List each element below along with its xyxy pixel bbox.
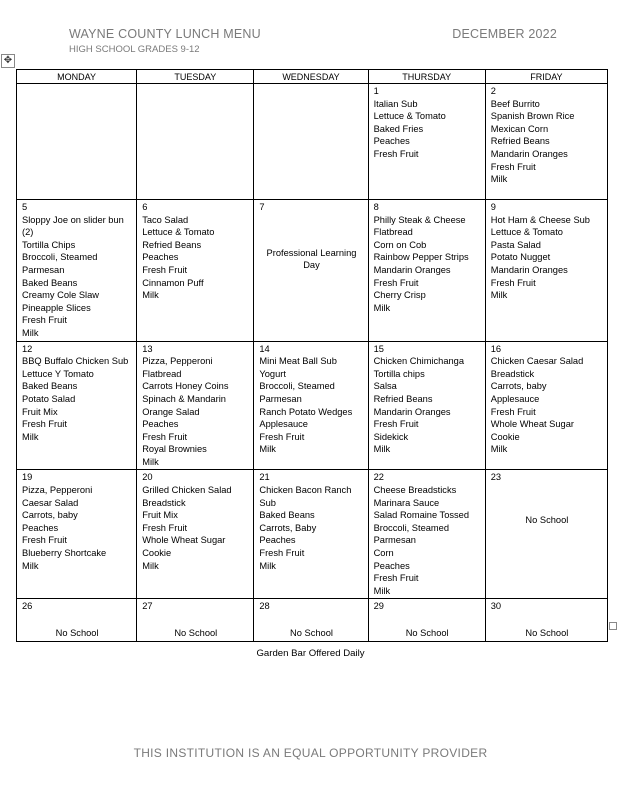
menu-item: Fresh Fruit [22, 315, 67, 326]
day-number: 16 [490, 343, 502, 354]
menu-item: Baked Fries [373, 123, 424, 134]
day-number: 1 [373, 86, 379, 96]
menu-item: Caesar Salad [22, 497, 79, 508]
day-cell-friday [485, 599, 607, 641]
day-cell-monday [17, 599, 137, 641]
day-note: No School [55, 628, 99, 638]
week-row [17, 84, 608, 200]
day-cell-thursday [368, 200, 485, 342]
day-number: 23 [490, 472, 502, 483]
menu-item: Peaches [22, 522, 59, 533]
day-number: 20 [142, 472, 153, 483]
menu-item: Carrots Honey Coins [142, 381, 229, 392]
day-cell-wednesday [254, 341, 368, 470]
menu-item: Mini Meat Ball Sub [259, 356, 337, 367]
day-note: No School [525, 515, 569, 526]
day-number: 21 [259, 472, 270, 483]
header-monday: MONDAY [17, 70, 137, 84]
week-row [17, 599, 608, 641]
menu-item: Chicken Bacon Ranch Sub [259, 485, 352, 508]
day-number: 8 [373, 202, 379, 212]
menu-item: Applesauce [490, 393, 540, 404]
day-cell-wednesday [254, 599, 368, 641]
menu-title: WAYNE COUNTY LUNCH MENU [69, 27, 261, 41]
menu-item: Peaches [142, 419, 179, 430]
menu-item: Milk [22, 327, 39, 338]
menu-item: Parmesan [22, 264, 65, 275]
day-cell-tuesday [137, 599, 254, 641]
menu-item: Fresh Fruit [373, 573, 419, 584]
day-cell-friday [485, 341, 607, 470]
week-row [17, 341, 608, 470]
day-number: 5 [22, 202, 28, 212]
equal-opportunity-statement: THIS INSTITUTION IS AN EQUAL OPPORTUNITY PROVIDER [133, 746, 488, 760]
menu-item: Breadstick [142, 497, 186, 508]
week-row [17, 200, 608, 342]
menu-item: Carrots, Baby [259, 522, 317, 533]
menu-item: Fresh Fruit [490, 406, 536, 417]
menu-item: Refried Beans [373, 393, 433, 404]
menu-item: Italian Sub [373, 98, 418, 109]
menu-item: Fruit Mix [22, 406, 58, 417]
menu-item: Milk [490, 174, 508, 185]
menu-item: Sloppy Joe on slider bun (2) [22, 214, 124, 238]
menu-item: Breadstick [490, 368, 535, 379]
menu-item: Lettuce Y Tomato [22, 368, 94, 379]
menu-item: Rainbow Pepper Strips [373, 252, 469, 263]
menu-item: Broccoli, Steamed [373, 522, 450, 533]
day-cell-tuesday [137, 200, 254, 342]
header-thursday: THURSDAY [368, 70, 485, 84]
day-number: 28 [259, 601, 270, 612]
day-cell-monday [17, 84, 137, 200]
menu-item: Pasta Salad [490, 239, 541, 250]
menu-item: Fresh Fruit [22, 535, 67, 546]
menu-item: Fresh Fruit [490, 161, 536, 172]
menu-item: Broccoli, Steamed [259, 381, 335, 392]
menu-item: Beef Burrito [490, 98, 540, 109]
menu-item: Fresh Fruit [373, 148, 419, 159]
menu-item: Fresh Fruit [142, 264, 188, 275]
day-number: 2 [490, 86, 496, 96]
menu-item: Fresh Fruit [490, 277, 536, 288]
menu-item: Fresh Fruit [373, 277, 419, 288]
menu-item: Applesauce [259, 419, 308, 430]
menu-item: Mandarin Oranges [490, 264, 568, 275]
day-cell-thursday [368, 84, 485, 200]
menu-item: Refried Beans [142, 239, 202, 250]
day-number: 6 [142, 202, 148, 212]
menu-item: Peaches [373, 560, 410, 571]
header-wednesday: WEDNESDAY [254, 70, 368, 84]
menu-item: Spinach & Mandarin [142, 393, 226, 404]
garden-bar-note: Garden Bar Offered Daily [256, 648, 365, 659]
day-note: Professional Learning Day [266, 247, 357, 271]
menu-item: Mandarin Oranges [373, 264, 451, 275]
day-cell-wednesday [254, 84, 368, 200]
menu-item: Cookie [490, 431, 520, 442]
day-number: 15 [373, 343, 384, 354]
menu-item: Potato Salad [22, 393, 76, 404]
day-cell-wednesday [254, 470, 368, 599]
menu-item: Milk [373, 302, 391, 313]
menu-month: DECEMBER 2022 [452, 27, 557, 41]
day-number: 22 [373, 472, 384, 483]
day-cell-thursday [368, 470, 485, 599]
menu-item: Carrots, baby [22, 510, 78, 521]
menu-item: Grilled Chicken Salad [142, 485, 232, 496]
day-cell-tuesday [137, 341, 254, 470]
menu-item: Milk [259, 444, 276, 455]
day-number: 9 [490, 202, 496, 212]
menu-item: Peaches [373, 136, 410, 147]
menu-item: Cheese Breadsticks [373, 485, 457, 496]
menu-item: Taco Salad [142, 214, 189, 225]
menu-item: Whole Wheat Sugar [142, 535, 226, 546]
menu-item: Tortilla chips [373, 368, 425, 379]
day-number: 14 [259, 343, 270, 354]
menu-item: Hot Ham & Cheese Sub [490, 214, 590, 225]
menu-item: Royal Brownies [142, 444, 207, 455]
day-note: No School [525, 628, 569, 638]
menu-item: Ranch Potato Wedges [259, 406, 353, 417]
menu-item: Fresh Fruit [22, 419, 67, 430]
menu-item: Marinara Sauce [373, 497, 440, 508]
menu-item: Lettuce & Tomato [373, 111, 446, 122]
menu-item: Fresh Fruit [259, 431, 305, 442]
menu-item: Baked Beans [22, 277, 78, 288]
menu-item: Sidekick [373, 431, 409, 442]
menu-item: Mandarin Oranges [490, 148, 568, 159]
menu-item: Milk [142, 456, 159, 467]
menu-item: Blueberry Shortcake [22, 548, 107, 559]
day-cell-friday [485, 470, 607, 599]
menu-item: Milk [373, 444, 391, 455]
menu-item: Fresh Fruit [142, 522, 188, 533]
day-cell-thursday [368, 341, 485, 470]
menu-item: Philly Steak & Cheese [373, 214, 466, 225]
day-number: 19 [22, 472, 33, 483]
menu-item: Fresh Fruit [373, 419, 419, 430]
menu-item: Fresh Fruit [142, 431, 188, 442]
menu-item: Spanish Brown Rice [490, 111, 575, 122]
day-note: No School [405, 628, 449, 638]
table-move-handle-icon[interactable]: ✥ [1, 54, 15, 68]
day-cell-friday [485, 200, 607, 342]
menu-item: Yogurt [259, 368, 286, 379]
menu-item: Fresh Fruit [259, 548, 305, 559]
menu-item: Milk [490, 444, 508, 455]
day-note: No School [290, 628, 333, 638]
menu-item: Peaches [142, 252, 179, 263]
menu-item: Baked Beans [22, 381, 78, 392]
menu-item: Corn [373, 548, 394, 559]
day-cell-thursday [368, 599, 485, 641]
menu-item: Refried Beans [490, 136, 550, 147]
menu-item: Whole Wheat Sugar [490, 419, 574, 430]
grade-subtitle: HIGH SCHOOL GRADES 9-12 [69, 44, 200, 55]
menu-item: BBQ Buffalo Chicken Sub [22, 356, 129, 367]
header-friday: FRIDAY [485, 70, 607, 84]
weekday-header-row [17, 70, 608, 84]
menu-item: Tortilla Chips [22, 239, 76, 250]
menu-item: Cherry Crisp [373, 290, 426, 301]
menu-item: Chicken Chimichanga [373, 356, 465, 367]
day-number: 7 [259, 202, 265, 212]
menu-item: Cookie [142, 548, 172, 559]
menu-item: Parmesan [373, 535, 416, 546]
day-cell-monday [17, 341, 137, 470]
menu-item: Pizza, Pepperoni [142, 356, 213, 367]
lunch-calendar-table [16, 69, 608, 642]
day-number: 29 [373, 601, 384, 612]
day-number: 26 [22, 601, 33, 612]
table-resize-handle[interactable] [609, 622, 617, 630]
menu-item: Milk [373, 585, 391, 596]
menu-item: Lettuce & Tomato [142, 227, 215, 238]
menu-item: Cinnamon Puff [142, 277, 204, 288]
day-number: 12 [22, 343, 33, 354]
menu-item: Peaches [259, 535, 296, 546]
menu-item: Mandarin Oranges [373, 406, 451, 417]
day-cell-monday [17, 470, 137, 599]
menu-item: Milk [142, 560, 159, 571]
menu-item: Lettuce & Tomato [490, 227, 563, 238]
day-number: 30 [490, 601, 502, 612]
menu-item: Parmesan [259, 393, 302, 404]
menu-item: Milk [490, 290, 508, 301]
day-number: 27 [142, 601, 153, 612]
day-number: 13 [142, 343, 153, 354]
menu-item: Corn on Cob [373, 239, 427, 250]
menu-item: Broccoli, Steamed [22, 252, 98, 263]
header-tuesday: TUESDAY [137, 70, 254, 84]
menu-item: Baked Beans [259, 510, 315, 521]
menu-item: Milk [22, 431, 39, 442]
menu-item: Fruit Mix [142, 510, 178, 521]
day-cell-tuesday [137, 470, 254, 599]
week-row [17, 470, 608, 599]
menu-item: Orange Salad [142, 406, 200, 417]
menu-item: Carrots, baby [490, 381, 547, 392]
menu-item: Pineapple Slices [22, 302, 91, 313]
menu-item: Milk [142, 290, 159, 301]
menu-item: Milk [259, 560, 276, 571]
menu-item: Creamy Cole Slaw [22, 290, 99, 301]
menu-item: Milk [22, 560, 39, 571]
menu-item: Potato Nugget [490, 252, 551, 263]
day-cell-wednesday [254, 200, 368, 342]
menu-item: Salsa [373, 381, 397, 392]
menu-item: Pizza, Pepperoni [22, 485, 93, 496]
day-cell-friday [485, 84, 607, 200]
day-cell-tuesday [137, 84, 254, 200]
day-note: No School [174, 628, 218, 638]
menu-item: Salad Romaine Tossed [373, 510, 470, 521]
menu-item: Mexican Corn [490, 123, 549, 134]
menu-item: Flatbread [142, 368, 182, 379]
menu-item: Flatbread [373, 227, 413, 238]
day-cell-monday [17, 200, 137, 342]
menu-item: Chicken Caesar Salad [490, 356, 584, 367]
